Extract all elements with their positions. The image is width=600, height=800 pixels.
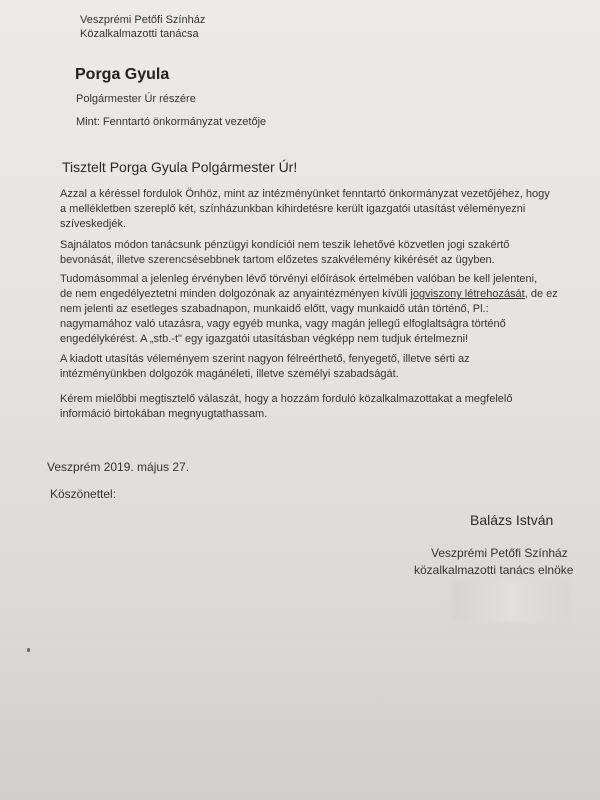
paragraph-1 [60, 187, 550, 232]
paragraph-3-text: de nem engedélyeztetni minden dolgozónak az anyaintézményen kívüli [60, 288, 411, 300]
underlined-phrase: jogviszony létrehozását [410, 288, 525, 300]
signature-name: Balázs István [470, 512, 554, 528]
paragraph-3-line: nem jelenti az esetleges szabadnapon, munkaidő előtt, vagy munkaidő után történő, Pl.: [60, 303, 489, 315]
closing: Köszönettel: [50, 487, 117, 501]
paragraph-4-line: intézményünkben dolgozók magánéleti, illetve személyi szabadságát. [60, 368, 399, 380]
paragraph-5 [60, 392, 540, 422]
recipient-attention: Polgármester Úr részére [76, 93, 196, 105]
paragraph-4-line: A kiadott utasítás véleményem szerint nagyon félreérthető, fenyegető, illetve sérti az [60, 353, 470, 365]
paragraph-1-line: a mellékletben szereplő két, színházunkban kihirdetésre került igazgatói utasítást véleményezni [60, 203, 526, 215]
paragraph-3-text: , de ez [524, 288, 558, 300]
paragraph-2-line: Sajnálatos módon tanácsunk pénzügyi kondíciói nem teszik lehetővé közvetlen jogi szakértő [60, 239, 510, 251]
letter-date: Veszprém 2019. május 27. [47, 460, 190, 474]
paragraph-2 [60, 238, 540, 268]
paragraph-3 [60, 272, 558, 347]
paper-speck [27, 648, 30, 652]
paragraph-1-line: szíveskedjék. [60, 218, 127, 230]
paragraph-3-line [60, 287, 558, 302]
paragraph-3-line: Tudomásommal a jelenleg érvényben lévő törvényi előírások értelmében valóban be kell jelenteni, [60, 273, 538, 285]
paragraph-3-line: engedélykérést. A „stb.-t" egy igazgatói utasításban végképp nem tudjuk értelmezni! [60, 333, 469, 345]
paragraph-5-line: információ birtokában megnyugtathassam. [60, 408, 268, 420]
sender-line-2: Közalkalmazotti tanácsa [80, 28, 199, 40]
signature-title-2: közalkalmazotti tanács elnöke [414, 563, 574, 577]
paragraph-1-line: Azzal a kéréssel fordulok Önhöz, mint az intézményünket fenntartó önkormányzat vezetőjéhez, hogy [60, 188, 550, 200]
recipient-role: Mint: Fenntartó önkormányzat vezetője [76, 116, 267, 128]
greeting: Tisztelt Porga Gyula Polgármester Úr! [62, 159, 298, 175]
paragraph-2-line: bevonását, illetve szerencsésebbnek tartom előzetes szakvélemény kikérését az ügyben. [60, 254, 495, 266]
paragraph-4 [60, 352, 540, 382]
recipient-name: Porga Gyula [75, 66, 170, 83]
signature-title-1: Veszprémi Petőfi Színház [431, 546, 568, 560]
sender-line-1: Veszprémi Petőfi Színház [80, 14, 206, 26]
paragraph-5-line: Kérem mielőbbi megtisztelő válaszát, hogy a hozzám forduló közalkalmazottakat a megfelelő [60, 393, 513, 405]
redacted-stamp [452, 580, 570, 622]
paragraph-3-line: nagymamához való utazásra, vagy egyéb munka, vagy magán jellegű elfoglaltságra történő [60, 318, 506, 330]
